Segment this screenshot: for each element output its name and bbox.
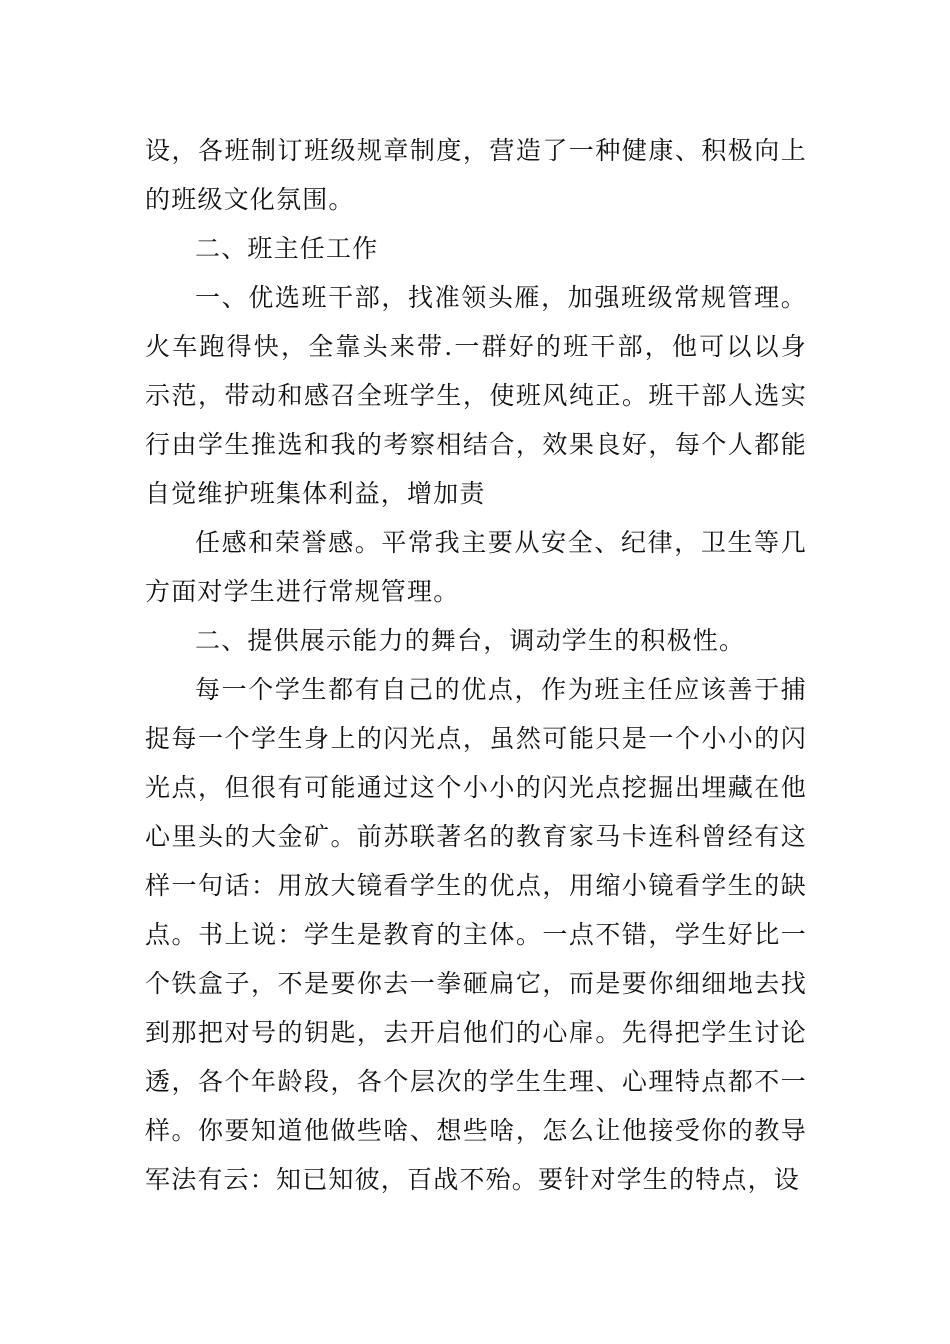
document-page [145, 126, 807, 1204]
paragraph-1: 设，各班制订班级规章制度，营造了一种健康、积极向上的班级文化氛围。 [145, 136, 807, 214]
paragraph-3: 一、优选班干部，找准领头雁，加强班级常规管理。火车跑得快，全靠头来带.一群好的班干部，他可以以身示范，带动和感召全班学生，使班风纯正。班干部人选实行由学生推选和我的考察相结合，效果良好，每个人都能自觉维护班集体利益，增加责 [145, 283, 807, 508]
paragraph-2-heading: 二、班主任工作 [195, 234, 379, 263]
paragraph-4: 任感和荣誉感。平常我主要从安全、纪律，卫生等几方面对学生进行常规管理。 [145, 528, 807, 606]
paragraph-6: 每一个学生都有自己的优点，作为班主任应该善于捕捉每一个学生身上的闪光点，虽然可能只是一个小小的闪光点，但很有可能通过这个小小的闪光点挖掘出埋藏在他心里头的大金矿。前苏联著名的教育家马卡连科曾经有这样一句话：用放大镜看学生的优点，用缩小镜看学生的缺点。书上说：学生是教育的主体。一点不错，学生好比一个铁盒子，不是要你去一拳砸扁它，而是要你细细地去找到那把对号的钥匙，去开启他们的心扉。先得把学生讨论透，各个年龄段，各个层次的学生生理、心理特点都不一样。你要知道他做些啥、想些啥，怎么让他接受你的教导军法有云：知已知彼，百战不殆。要针对学生的特点，设 [145, 675, 807, 1194]
paragraph-5: 二、提供展示能力的舞台，调动学生的积极性。 [195, 626, 746, 655]
